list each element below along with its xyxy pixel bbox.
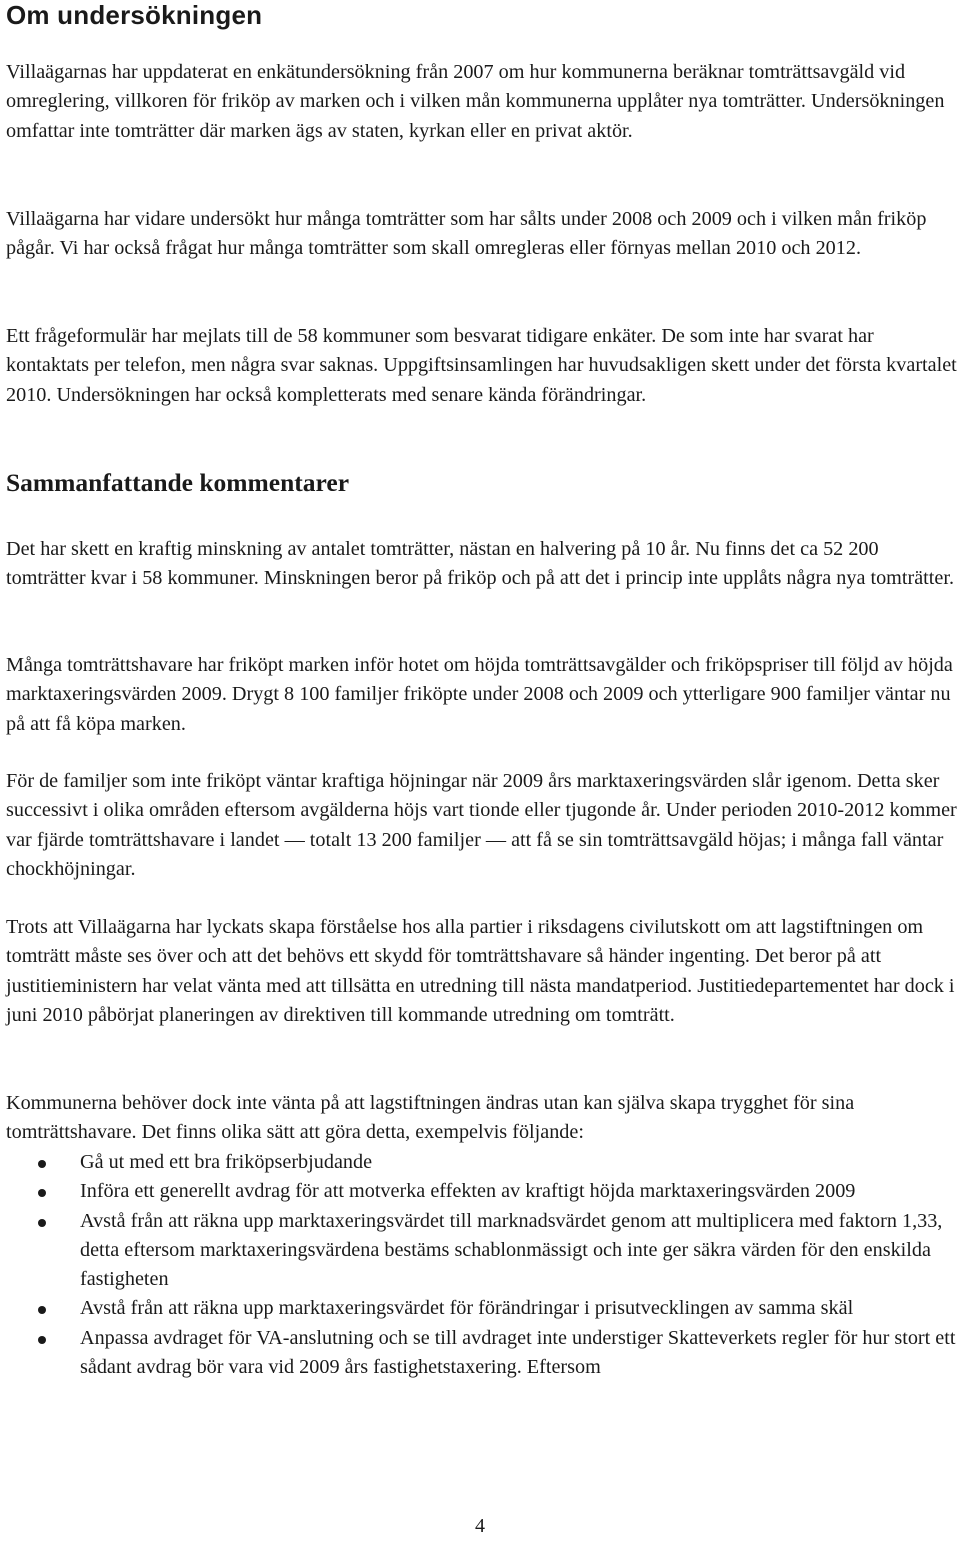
list-item: Avstå från att räkna upp marktaxeringsvärdet till marknadsvärdet genom att multiplicera med faktorn 1,33, detta eftersom marktaxeringsvärdena bestäms schablonmässigt och inte ger säkra värden för den enskilda fastigheten xyxy=(0,1207,958,1295)
paragraph-intro-1: Villaägarnas har uppdaterat en enkätundersökning från 2007 om hur kommunerna beräknar tomträttsavgäld vid omreglering, villkoren för friköp av marken och i vilken mån kommunerna upplåter nya tomträtter. Undersökningen omfattar inte tomträtter där marken ägs av staten, kyrkan eller en privat aktör. xyxy=(6,61,945,142)
paragraph-summary-2: Många tomträttshavare har friköpt marken inför hotet om höjda tomträttsavgälder och friköpspriser till följd av höjda marktaxeringsvärden 2009. Drygt 8 100 familjer friköpte under 2008 och 2009 och ytterligare 900 familjer väntar nu på att få köpa marken. xyxy=(6,654,953,735)
list-item: Gå ut med ett bra friköpserbjudande xyxy=(0,1148,958,1177)
list-item: Anpassa avdraget för VA-anslutning och se till avdraget inte understiger Skatteverkets regler för hur stort ett sådant avdrag bör vara vid 2009 års fastighetstaxering. Eftersom xyxy=(0,1324,958,1383)
bullet-icon xyxy=(38,1189,46,1197)
section-heading-sammanfattande: Sammanfattande kommentarer xyxy=(6,468,350,497)
paragraph-summary-1: Det har skett en kraftig minskning av antalet tomträtter, nästan en halvering på 10 år. Nu finns det ca 52 200 tomträtter kvar i 58 kommuner. Minskningen beror på friköp och på att det i princip inte upplåts några nya tomträtter. xyxy=(6,538,955,590)
list-item: Införa ett generellt avdrag för att motverka effekten av kraftigt höjda marktaxeringsvärden 2009 xyxy=(0,1177,958,1206)
paragraph-intro-3: Ett frågeformulär har mejlats till de 58 kommuner som besvarat tidigare enkäter. De som inte har svarat har kontaktats per telefon, men några svar saknas. Uppgiftsinsamlingen har huvudsakligen skett under det första kvartalet 2010. Undersökningen har också kompletterats med senare kända förändringar. xyxy=(6,325,957,406)
page-number: 4 xyxy=(475,1515,485,1537)
paragraph-summary-3: För de familjer som inte friköpt väntar kraftiga höjningar när 2009 års marktaxeringsvärden slår igenom. Detta sker successivt i olika områden eftersom avgälderna höjs vart tionde eller tjugonde år. Under perioden 2010-2012 kommer var fjärde tomträttshavare i landet — totalt 13 200 familjer — att få se sin tomträttsavgäld höjas; i många fall väntar chockhöjningar. xyxy=(6,770,957,880)
paragraph-intro-2: Villaägarna har vidare undersökt hur många tomträtter som har sålts under 2008 och 2009 och i vilken mån friköp pågår. Vi har också frågat hur många tomträtter som skall omregleras eller förnyas mellan 2010 och 2012. xyxy=(6,208,927,260)
bullet-icon xyxy=(38,1336,46,1344)
recommendation-list xyxy=(0,1148,960,1382)
paragraph-summary-5: Kommunerna behöver dock inte vänta på att lagstiftningen ändras utan kan själva skapa trygghet för sina tomträttshavare. Det finns olika sätt att göra detta, exempelvis följande: xyxy=(6,1092,855,1144)
bullet-icon xyxy=(38,1306,46,1314)
section-heading-om-undersokningen: Om undersökningen xyxy=(6,0,263,30)
list-item: Avstå från att räkna upp marktaxeringsvärdet för förändringar i prisutvecklingen av samma skäl xyxy=(0,1294,958,1323)
paragraph-summary-4: Trots att Villaägarna har lyckats skapa förståelse hos alla partier i riksdagens civilutskott om att lagstiftningen om tomträtt måste ses över och att det behövs ett skydd för tomträttshavare så händer ingenting. Det beror på att justitieministern har velat vänta med att tillsätta en utredning till nästa mandatperiod. Justitiedepartementet har dock i juni 2010 påbörjat planeringen av direktiven till kommande utredning om tomträtt. xyxy=(6,916,955,1026)
bullet-icon xyxy=(38,1219,46,1227)
bullet-icon xyxy=(38,1160,46,1168)
